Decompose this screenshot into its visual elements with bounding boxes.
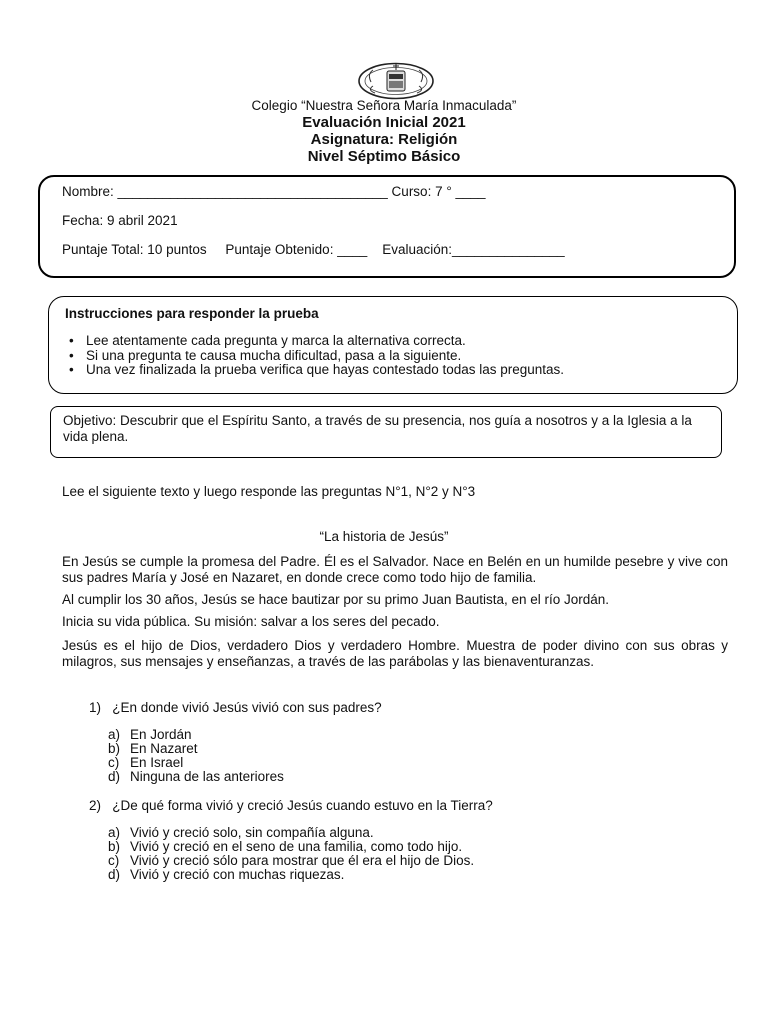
answer-option-c[interactable]: c) Vivió y creció sólo para mostrar que él era el hijo de Dios. <box>108 853 475 868</box>
answer-option-a[interactable]: a) En Jordán <box>108 727 192 742</box>
question-2-options <box>108 826 474 882</box>
student-info-box <box>38 175 736 278</box>
list-item: • Lee atentamente cada pregunta y marca la alternativa correcta. <box>69 333 466 348</box>
list-item: • Si una pregunta te causa mucha dificultad, pasa a la siguiente. <box>69 347 462 363</box>
reading-instruction: Lee el siguiente texto y luego responde las preguntas N°1, N°2 y N°3 <box>62 484 476 499</box>
question-2 <box>89 798 493 813</box>
story-paragraph: Jesús es el hijo de Dios, verdadero Dios y verdadero Hombre. Muestra de poder divino con sus obras y milagros, sus mensajes y enseñanzas, a través de las parábolas y las bienaventuranzas. <box>62 638 728 669</box>
bullet-icon: • <box>69 347 74 363</box>
instructions-list <box>66 334 564 378</box>
question-text: ¿De qué forma vivió y creció Jesús cuando estuvo en la Tierra? <box>112 798 493 813</box>
story-paragraph: En Jesús se cumple la promesa del Padre. Él es el Salvador. Nace en Belén en un humilde pesebre y vive con sus padres María y José en Nazaret, en donde crece como todo hijo de familia. <box>62 554 728 585</box>
name-course-row: Nombre: ____________________________________ Curso: 7 ° ____ <box>62 184 486 199</box>
question-1 <box>89 700 382 715</box>
answer-option-d[interactable]: d) Vivió y creció con muchas riquezas. <box>108 867 345 882</box>
bullet-icon: • <box>69 362 74 377</box>
answer-option-c[interactable]: c) En Israel <box>108 755 184 770</box>
instructions-title: Instrucciones para responder la prueba <box>65 306 319 321</box>
question-number: 2) <box>89 798 102 813</box>
document-header <box>0 97 768 165</box>
answer-option-d[interactable]: d) Ninguna de las anteriores <box>108 769 284 784</box>
bullet-icon: • <box>69 333 74 348</box>
exam-title: Evaluación Inicial 2021 <box>302 114 466 131</box>
date-row: Fecha: 9 abril 2021 <box>62 213 178 228</box>
subject-title: Asignatura: Religión <box>310 131 458 148</box>
answer-option-b[interactable]: b) Vivió y creció en el seno de una familia, como todo hijo. <box>108 839 463 854</box>
objective-box <box>50 406 722 458</box>
answer-option-b[interactable]: b) En Nazaret <box>108 741 198 756</box>
question-1-options <box>108 728 284 784</box>
story-paragraph: Inicia su vida pública. Su misión: salvar a los seres del pecado. <box>62 614 440 629</box>
school-name: Colegio “Nuestra Señora María Inmaculada” <box>251 98 517 113</box>
list-item: • Una vez finalizada la prueba verifica que hayas contestado todas las preguntas. <box>69 362 565 377</box>
instructions-box <box>48 296 738 394</box>
question-number: 1) <box>89 700 102 715</box>
objective-text: Objetivo: Descubrir que el Espíritu Santo, a través de su presencia, nos guía a nosotros y a la Iglesia a la vida plena. <box>63 413 692 444</box>
question-text: ¿En donde vivió Jesús vivió con sus padres? <box>112 700 382 715</box>
level-title: Nivel Séptimo Básico <box>307 148 461 165</box>
story-paragraph: Al cumplir los 30 años, Jesús se hace bautizar por su primo Juan Bautista, en el río Jordán. <box>62 592 610 607</box>
score-row: Puntaje Total: 10 puntos Puntaje Obtenido: ____ Evaluación:_______________ <box>62 242 565 257</box>
school-crest-icon <box>357 62 435 100</box>
answer-option-a[interactable]: a) Vivió y creció solo, sin compañía alguna. <box>108 825 374 840</box>
story-title: “La historia de Jesús” <box>319 529 449 544</box>
